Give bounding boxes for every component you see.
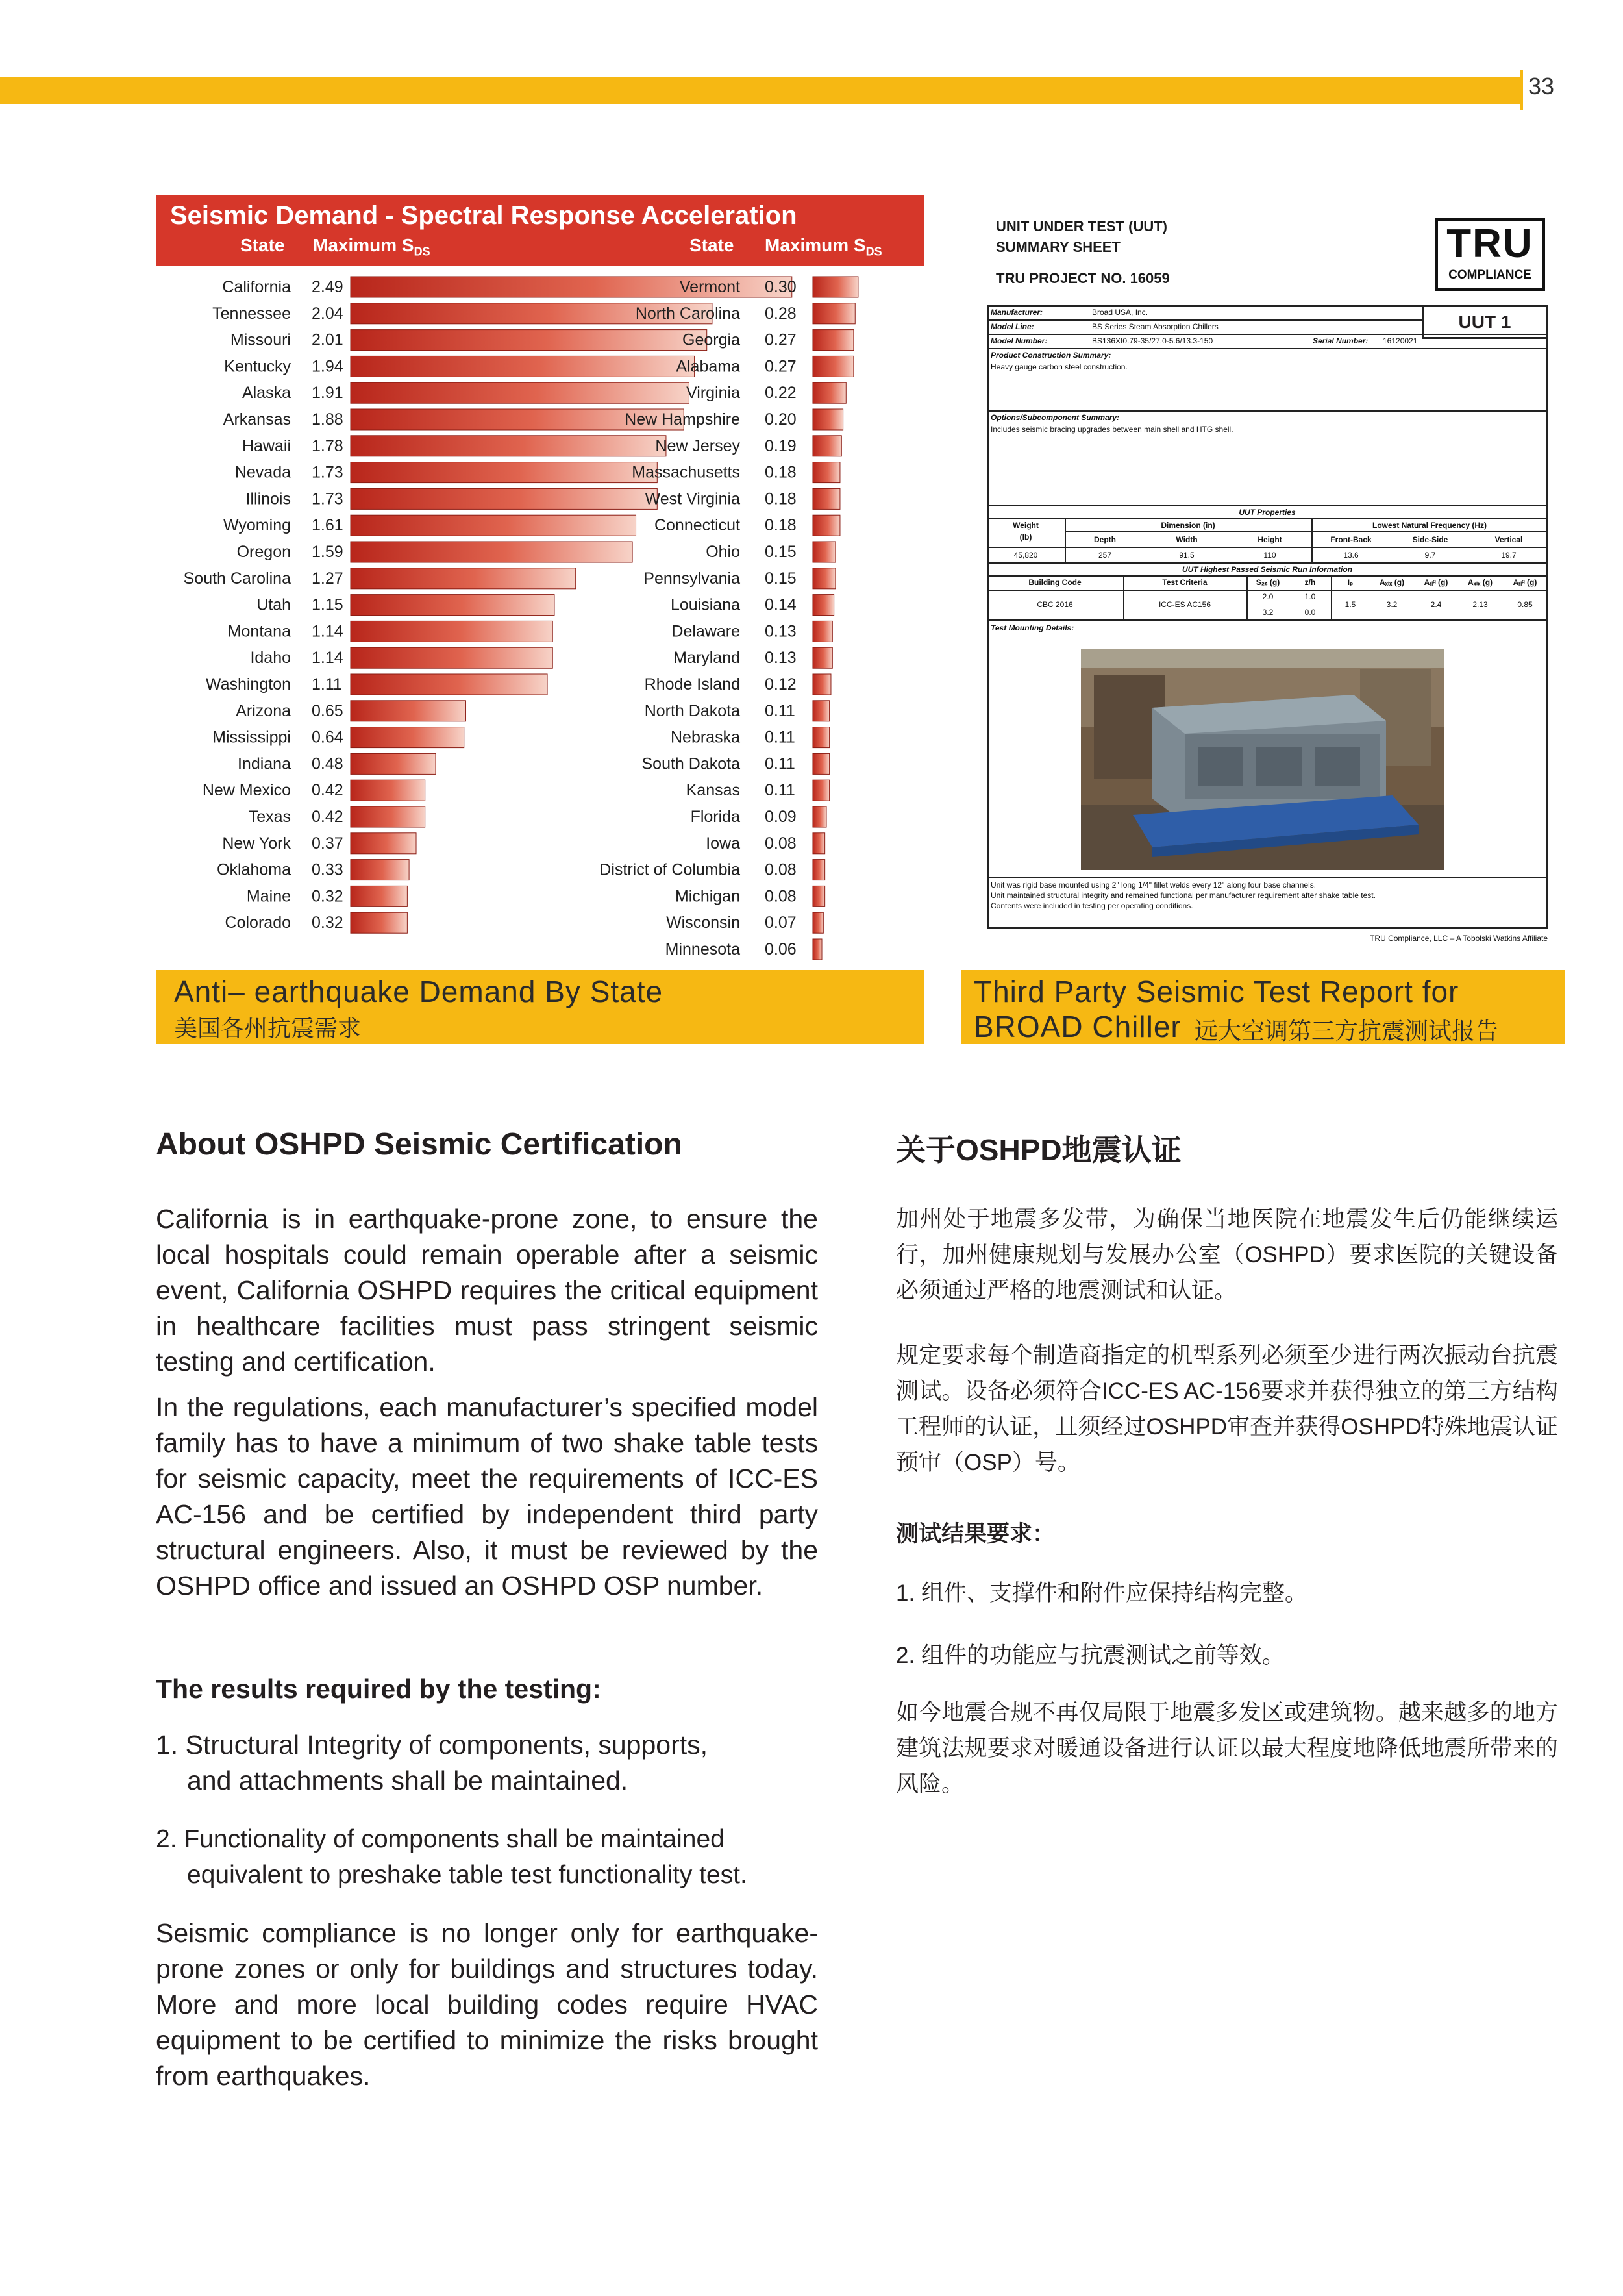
right-state-label: Connecticut: [654, 516, 740, 535]
left-state-label: Kentucky: [224, 357, 291, 376]
right-bar: [813, 674, 831, 695]
report-caption-en-1: Third Party Seismic Test Report for: [974, 975, 1459, 1008]
left-state-label: Arizona: [236, 701, 291, 720]
left-value-label: 0.42: [312, 808, 343, 826]
left-value-label: 1.59: [312, 543, 343, 561]
left-bar: [351, 806, 425, 827]
left-value-label: 1.88: [312, 410, 343, 429]
right-state-label: Rhode Island: [644, 675, 740, 693]
right-value-label: 0.11: [765, 755, 795, 773]
left-state-label: Idaho: [250, 649, 291, 668]
right-value-label: 0.30: [765, 278, 797, 296]
right-state-label: Maryland: [673, 649, 740, 668]
left-state-label: Texas: [248, 808, 291, 826]
right-bar: [813, 277, 858, 297]
right-value-label: 0.27: [765, 331, 797, 349]
chart-col-state-left: State: [240, 235, 285, 255]
chinese-results-heading: 测试结果要求：: [896, 1521, 1056, 1547]
right-value-label: 0.18: [765, 490, 797, 508]
left-value-label: 0.48: [312, 755, 343, 773]
right-bar: [813, 382, 846, 403]
left-value-label: 1.78: [312, 436, 343, 455]
left-state-label: Mississippi: [212, 728, 291, 747]
chinese-paragraph-2: 规定要求每个制造商指定的机型系列必须至少进行两次振动台抗震测试。设备必须符合ICC-ES AC-156要求并获得独立的第三方结构工程师的认证，且须经过OSHPD审查并获得OSHPD特殊地震认证预审（OSP）号。: [896, 1343, 1558, 1475]
left-value-label: 1.61: [312, 516, 343, 535]
right-value-label: 0.19: [765, 436, 797, 455]
right-bar: [813, 727, 830, 748]
right-state-label: Alabama: [676, 357, 740, 376]
right-value-label: 0.22: [765, 384, 797, 403]
right-state-label: Minnesota: [665, 940, 740, 958]
right-value-label: 0.11: [765, 701, 795, 720]
right-value-label: 0.14: [765, 595, 797, 614]
left-bar: [351, 647, 552, 668]
english-paragraph-1: California is in earthquake-prone zone, to ensure the local hospitals could remain operable after a seismic event, California OSHPD requires the critical equipment in healthcare facilities must pass stringent seismic testing and certification.: [156, 1204, 818, 1377]
left-bar: [351, 753, 436, 774]
right-value-label: 0.27: [765, 357, 797, 376]
left-bar: [351, 833, 416, 854]
right-state-label: North Carolina: [635, 304, 740, 323]
right-state-label: Ohio: [706, 543, 740, 561]
seismic-demand-chart: [156, 195, 924, 961]
left-state-label: Washington: [205, 675, 291, 693]
right-state-label: Nebraska: [671, 728, 740, 747]
right-bar: [813, 886, 825, 906]
left-state-label: Colorado: [225, 914, 291, 932]
uut-label: UUT 1: [1422, 305, 1548, 339]
right-bar: [813, 647, 832, 668]
right-value-label: 0.12: [765, 675, 797, 693]
right-state-label: Delaware: [671, 622, 740, 641]
chinese-result-item-2: 2. 组件的功能应与抗震测试之前等效。: [896, 1643, 1285, 1668]
left-state-label: Nevada: [234, 463, 291, 482]
left-value-label: 1.73: [312, 463, 343, 482]
right-bar: [813, 595, 834, 616]
right-value-label: 0.08: [765, 860, 797, 879]
right-bar: [813, 330, 854, 351]
english-paragraph-2: In the regulations, each manufacturer’s specified model family has to have a minimum of two shake table tests for seismic capacity, meet the requirements of ICC-ES AC-156 and be certified by independent third party structural engineers. Also, it must be reviewed by the OSHPD office and issued an OSHPD OSP number.: [156, 1392, 818, 1601]
left-value-label: 0.32: [312, 914, 343, 932]
chart-col-state-right: State: [689, 235, 734, 255]
right-bar: [813, 515, 840, 536]
left-value-label: 1.94: [312, 357, 343, 376]
report-title-2: SUMMARY SHEET: [996, 239, 1121, 255]
right-value-label: 0.15: [765, 543, 797, 561]
right-value-label: 0.08: [765, 834, 797, 853]
left-state-label: Arkansas: [223, 410, 291, 429]
right-state-label: New Hampshire: [625, 410, 740, 429]
left-state-label: Montana: [227, 622, 291, 641]
left-state-label: Oklahoma: [217, 860, 291, 879]
left-value-label: 0.33: [312, 860, 343, 879]
left-value-label: 0.42: [312, 781, 343, 800]
right-state-label: North Dakota: [644, 701, 740, 720]
left-bar: [351, 330, 707, 351]
left-value-label: 2.49: [312, 278, 343, 296]
right-value-label: 0.15: [765, 569, 797, 588]
left-state-label: Maine: [246, 887, 291, 906]
left-state-label: Indiana: [237, 755, 291, 773]
left-value-label: 1.11: [312, 675, 342, 693]
report-title-1: UNIT UNDER TEST (UUT): [996, 218, 1167, 234]
chinese-paragraph-1: 加州处于地震多发带，为确保当地医院在地震发生后仍能继续运行，加州健康规划与发展办公室（OSHPD）要求医院的关键设备必须通过严格的地震测试和认证。: [896, 1206, 1558, 1303]
report-footer: TRU Compliance, LLC – A Tobolski Watkins Affiliate: [1370, 934, 1548, 943]
left-value-label: 0.65: [312, 701, 343, 720]
right-state-label: Kansas: [686, 781, 740, 800]
right-bar: [813, 303, 855, 324]
right-bar: [813, 912, 823, 933]
chart-caption: [156, 970, 924, 1044]
chinese-result-item-1: 1. 组件、支撑件和附件应保持结构完整。: [896, 1580, 1307, 1606]
right-state-label: Georgia: [682, 331, 740, 349]
left-value-label: 0.37: [312, 834, 343, 853]
left-value-label: 1.73: [312, 490, 343, 508]
right-state-label: Florida: [690, 808, 740, 826]
left-bar: [351, 515, 636, 536]
right-value-label: 0.13: [765, 622, 797, 641]
left-state-label: Oregon: [236, 543, 291, 561]
left-bar: [351, 595, 554, 616]
right-state-label: Wisconsin: [666, 914, 740, 932]
left-state-label: Alaska: [242, 384, 291, 403]
report-caption-cn: 远大空调第三方抗震测试报告: [1195, 1017, 1499, 1044]
right-bar: [813, 753, 830, 774]
left-state-label: Illinois: [245, 490, 291, 508]
left-bar: [351, 542, 632, 562]
right-value-label: 0.07: [765, 914, 797, 932]
left-state-label: Tennessee: [212, 304, 291, 323]
report-caption: [961, 970, 1565, 1044]
chart-col-value-right: Maximum $S_{DS}$: [765, 235, 882, 258]
right-bar: [813, 860, 825, 880]
chart-caption-cn: 美国各州抗震需求: [174, 1015, 362, 1042]
left-value-label: 1.15: [312, 595, 343, 614]
english-heading: About OSHPD Seismic Certification: [156, 1127, 682, 1162]
right-value-label: 0.11: [765, 781, 795, 800]
tru-compliance-logo: TRU COMPLIANCE: [1435, 218, 1545, 291]
left-bar: [351, 912, 407, 933]
chiller-test-photo: [1081, 649, 1444, 870]
left-state-label: Hawaii: [242, 436, 291, 455]
right-state-label: Iowa: [706, 834, 740, 853]
left-state-label: Wyoming: [223, 516, 291, 535]
left-value-label: 1.91: [312, 384, 343, 403]
right-state-label: New Jersey: [655, 436, 740, 455]
left-bar: [351, 356, 695, 377]
left-bar: [351, 674, 547, 695]
right-bar: [813, 409, 843, 430]
header-accent-bar: [0, 77, 1520, 104]
header-bar-divider: [1520, 70, 1523, 110]
left-state-label: South Carolina: [183, 569, 291, 588]
report-project-number: TRU PROJECT NO. 16059: [996, 270, 1170, 286]
left-value-label: 1.27: [312, 569, 343, 588]
left-state-label: New Mexico: [202, 781, 291, 800]
right-value-label: 0.09: [765, 808, 797, 826]
right-value-label: 0.20: [765, 410, 797, 429]
left-state-label: California: [222, 278, 291, 296]
chart-title: Seismic Demand - Spectral Response Acceleration: [170, 201, 797, 230]
right-state-label: Michigan: [675, 887, 740, 906]
english-paragraph-3: Seismic compliance is no longer only for earthquake-prone zones or only for buildings and structures today. More and more local building codes require HVAC equipment to be certified to minimize the risks brought from earthquakes.: [156, 1918, 818, 2091]
right-value-label: 0.18: [765, 516, 797, 535]
english-results-heading: The results required by the testing:: [156, 1674, 601, 1704]
english-result-item-2: 2. Functionality of components shall be maintained equivalent to preshake table test functionality test.: [156, 1825, 747, 1889]
right-state-label: Virginia: [686, 384, 740, 403]
right-bar: [813, 568, 836, 589]
right-state-label: Louisiana: [670, 595, 740, 614]
right-bar: [813, 806, 826, 827]
right-value-label: 0.13: [765, 649, 797, 668]
right-value-label: 0.28: [765, 304, 797, 323]
left-bar: [351, 860, 409, 880]
left-state-label: New York: [222, 834, 291, 853]
left-bar: [351, 886, 407, 906]
right-state-label: Massachusetts: [632, 463, 740, 482]
right-state-label: Vermont: [679, 278, 740, 296]
right-value-label: 0.08: [765, 887, 797, 906]
chinese-heading: 关于OSHPD地震认证: [896, 1133, 1182, 1167]
left-bar: [351, 488, 657, 509]
right-bar: [813, 462, 840, 483]
left-bar: [351, 382, 689, 403]
chinese-paragraph-3: 如今地震合规不再仅局限于地震多发区或建筑物。越来越多的地方建筑法规要求对暖通设备进行认证以最大程度地降低地震所带来的风险。: [896, 1700, 1558, 1797]
right-bar: [813, 621, 832, 642]
report-caption-en-2: BROAD Chiller: [974, 1010, 1182, 1043]
left-bar: [351, 780, 425, 801]
right-value-label: 0.18: [765, 463, 797, 482]
left-state-label: Missouri: [230, 331, 291, 349]
chart-header: [156, 195, 924, 266]
uut-summary-sheet: UNIT UNDER TEST (UUT) SUMMARY SHEET TRU PROJECT NO. 16059 TRU COMPLIANCE UUT 1 Manufacturer: Broad USA, Inc. Model Line: BS Series Steam Absorption Chillers Model Number: BS136XI0.79-35/27.0-5.6/13.3-150 Serial Number: 16120021 Product Construction Summary: Heavy gauge carbon steel construction. Options/Subcomponent Summary: Includes seismic bracing upgrades between main shell and HTG shell. UUT Properties Weight (lb) Dimension (in) Lowest Natural Frequency (Hz) Depth Width Height Front-Back Side-Side Vertical 45,820 257 91.5 110 13.6 9.7 19.7 UUT Highest Passed Seismic Run Information Building Code Test Criteria S₂ₛ (g) z/h Iₚ Aₓₗₓ (g) Aᵣᵢᵍ (g) Aₓₗₓ (g) Aᵣᵢᵍ (g) CBC 2016 ICC-ES AC156 2.0 3.2 1.0 0.0 1.5 3.2 2.4 2.13 0.85 Test Mounting Details: Unit was rigid base mounted using 2" long 1/4" fillet welds every 12" along four base channels. Unit maintained structural integrity and remained functional per manufacturer requirement after shake table test. Contents were included in testing per operating conditions. TRU Compliance, LLC – A Tobolski Watkins Affiliate: [980, 195, 1552, 961]
chart-col-value-left: Maximum $S_{DS}$: [313, 235, 430, 258]
english-result-item-1: 1. Structural Integrity of components, supports, and attachments shall be maintained.: [156, 1730, 708, 1795]
left-value-label: 2.04: [312, 304, 343, 323]
left-bar: [351, 701, 465, 721]
right-state-label: Pennsylvania: [643, 569, 740, 588]
left-state-label: Utah: [256, 595, 291, 614]
right-bar: [813, 833, 825, 854]
left-bar: [351, 436, 666, 456]
right-state-label: District of Columbia: [599, 860, 740, 879]
left-value-label: 1.14: [312, 622, 343, 641]
right-bar: [813, 939, 822, 960]
left-bar: [351, 727, 464, 748]
left-bar: [351, 621, 552, 642]
right-value-label: 0.06: [765, 940, 797, 958]
left-bar: [351, 462, 657, 483]
right-state-label: South Dakota: [641, 755, 740, 773]
right-bar: [813, 701, 830, 721]
right-bar: [813, 436, 841, 456]
right-bar: [813, 488, 840, 509]
left-value-label: 2.01: [312, 331, 343, 349]
left-value-label: 0.32: [312, 887, 343, 906]
right-bar: [813, 356, 854, 377]
page-number: 33: [1528, 73, 1555, 99]
left-value-label: 1.14: [312, 649, 343, 668]
right-bar: [813, 780, 830, 801]
left-bar: [351, 568, 576, 589]
right-value-label: 0.11: [765, 728, 795, 747]
right-state-label: West Virginia: [645, 490, 740, 508]
left-value-label: 0.64: [312, 728, 343, 747]
chart-caption-en: Anti– earthquake Demand By State: [174, 975, 663, 1008]
right-bar: [813, 542, 836, 562]
chart-plot-area: [156, 266, 924, 958]
